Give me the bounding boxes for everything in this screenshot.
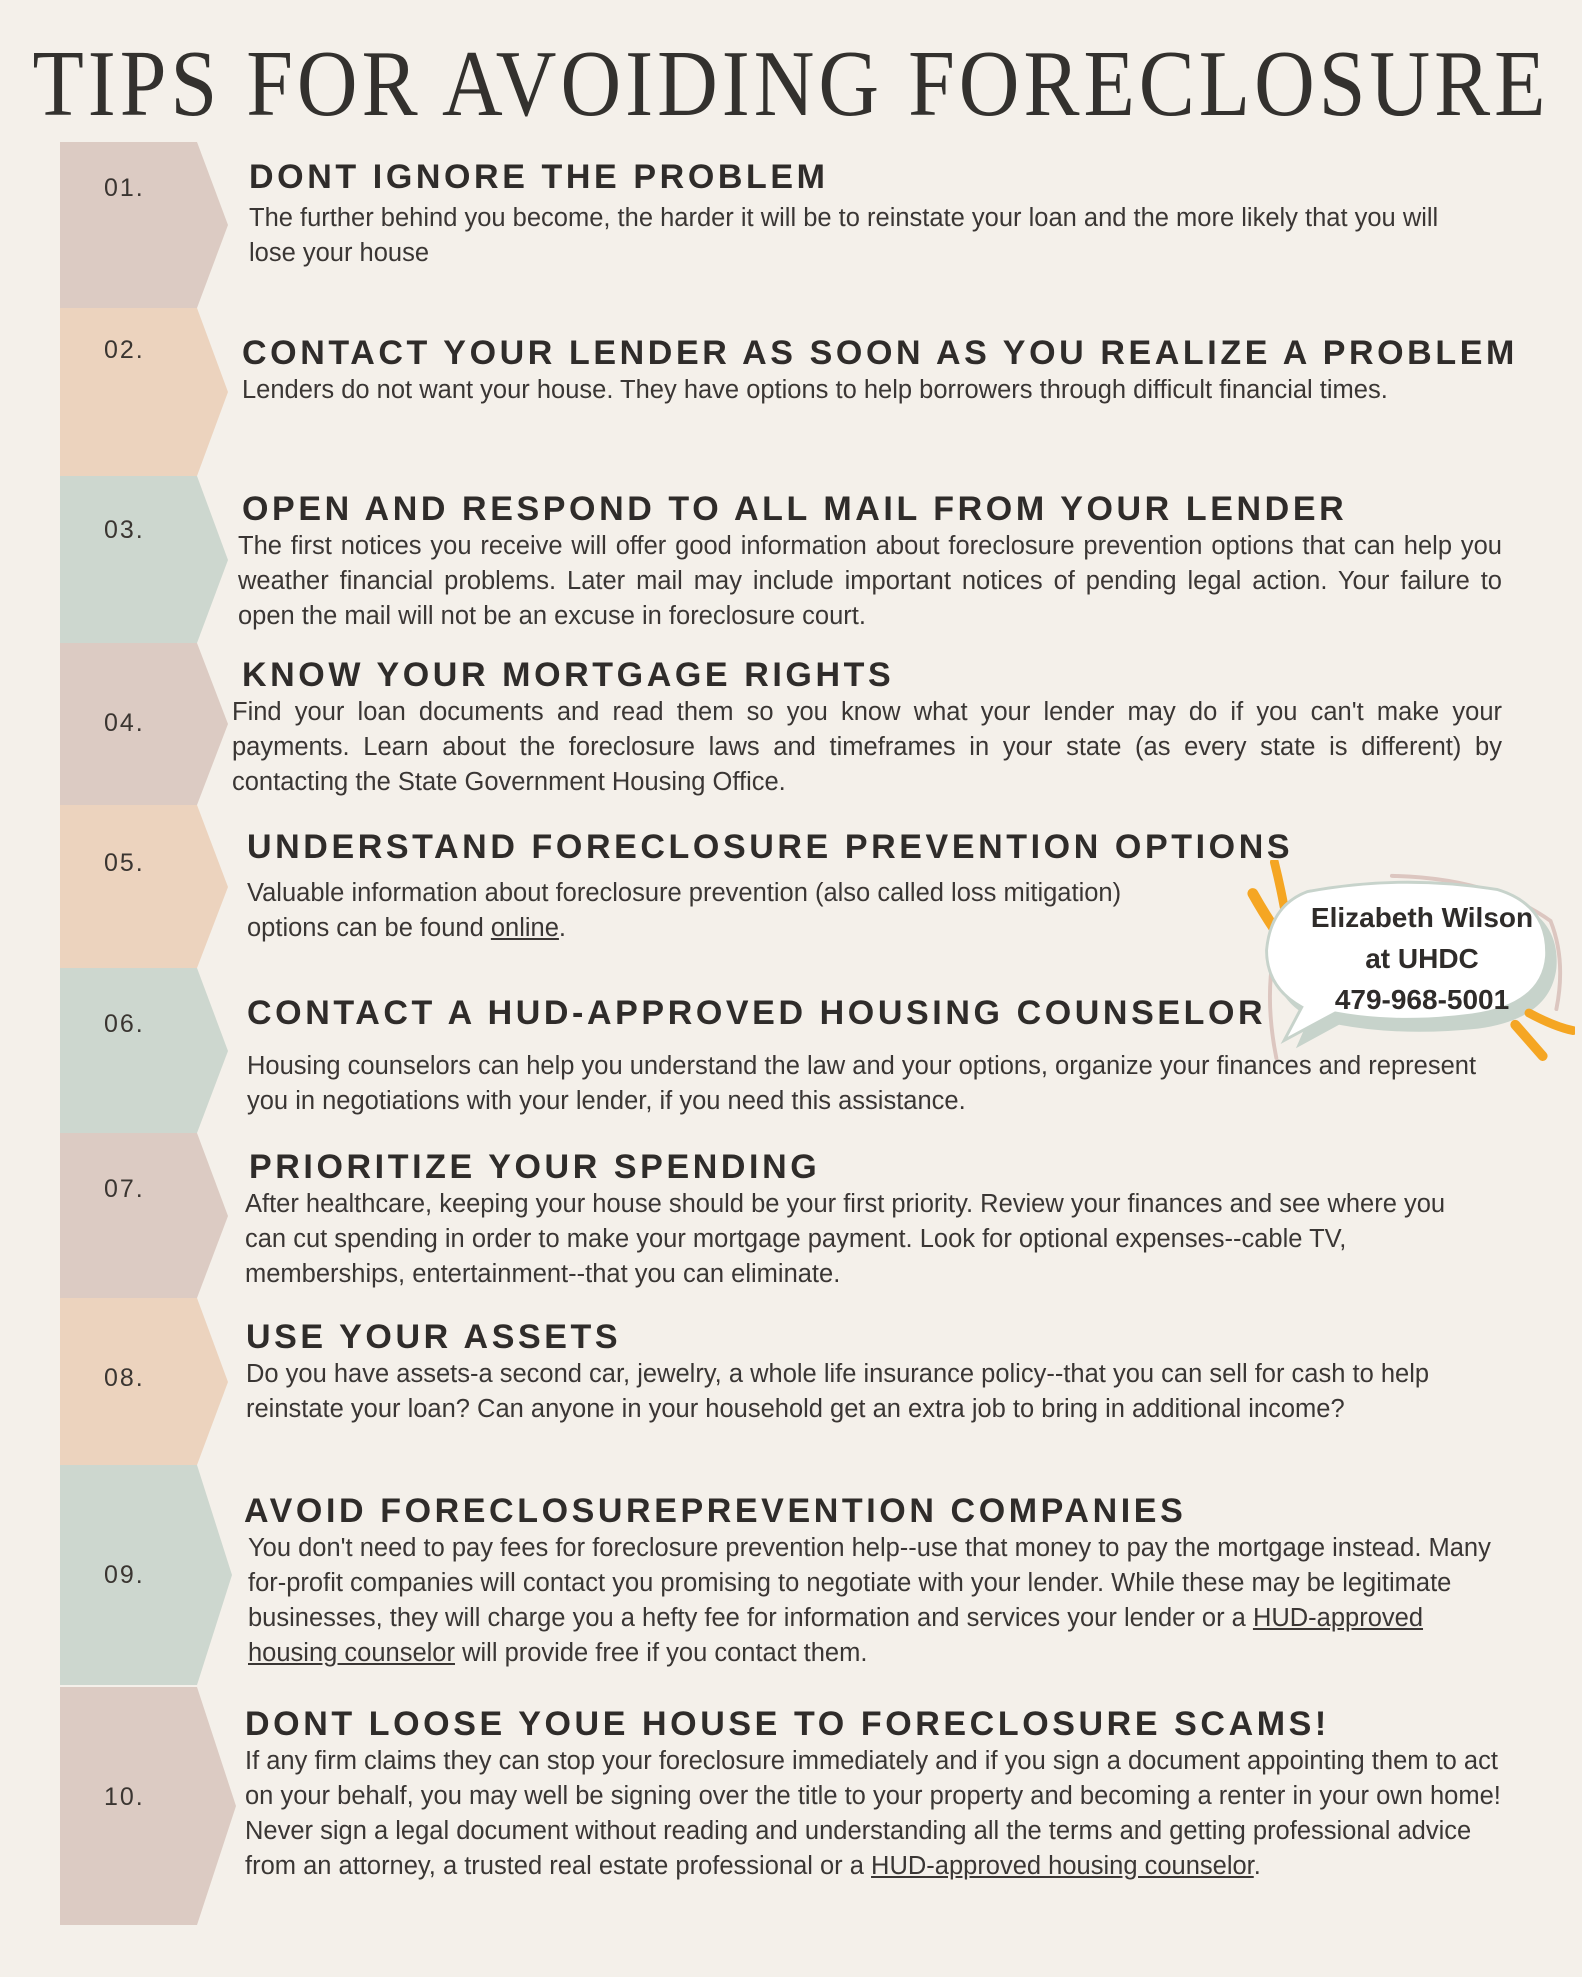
tip-heading: CONTACT A HUD-APPROVED HOUSING COUNSELOR (247, 994, 1267, 1032)
contact-name: Elizabeth Wilson (1310, 902, 1534, 933)
tip-item (232, 656, 1522, 800)
tip-item (238, 490, 1522, 634)
tip-heading: CONTACT YOUR LENDER AS SOON AS YOU REALIZE A PROBLEM (242, 334, 1518, 372)
tip-number-band (60, 1133, 230, 1298)
chevron-band-shape (60, 1298, 230, 1465)
chevron-band-shape (60, 308, 230, 476)
tip-heading: KNOW YOUR MORTGAGE RIGHTS (242, 656, 895, 694)
chevron-band-shape (60, 1133, 230, 1298)
tip-number-band (60, 1465, 230, 1685)
tip-number: 05. (104, 849, 145, 877)
online-link[interactable]: online (490, 914, 559, 942)
tip-number: 06. (104, 1010, 145, 1038)
tip-number: 08. (104, 1364, 145, 1392)
tip-number: 03. (104, 516, 145, 544)
page-title: TIPS FOR AVOIDING FORECLOSURE (32, 32, 1550, 137)
tip-item (246, 1318, 1522, 1427)
tip-body: Find your loan documents and read them so you know what your lender may do if you can't make your payments. Learn about the foreclosure laws and timeframes in your state (as every state is different) by contacting the State Government Housing Office. (232, 698, 1502, 796)
tip-body (245, 1744, 1525, 1884)
chevron-band-shape (60, 643, 230, 805)
hud-counselor-link[interactable]: HUD-approved housing counselor (248, 1604, 1424, 1667)
tip-heading: USE YOUR ASSETS (246, 1318, 622, 1356)
tip-heading: DONT IGNORE THE PROBLEM (249, 158, 829, 196)
tip-body: Do you have assets-a second car, jewelry, a whole life insurance policy--that you can sell for cash to help reinstate your loan? Can anyone in your household get an extra job to bring in additional income? (246, 1360, 1430, 1423)
tip-number: 02. (104, 336, 145, 364)
tip-number-band (60, 1687, 230, 1925)
tip-number-band (60, 1298, 230, 1465)
tip-item (245, 1148, 1522, 1292)
contact-phone[interactable]: 479-968-5001 (1334, 984, 1510, 1015)
tip-heading: AVOID FORECLOSUREPREVENTION COMPANIES (244, 1492, 1187, 1530)
contact-org: at UHDC (1365, 943, 1479, 974)
tip-body (247, 876, 1127, 946)
tip-heading: OPEN AND RESPOND TO ALL MAIL FROM YOUR LENDER (242, 490, 1348, 528)
tip-body-text: . (1253, 1852, 1261, 1880)
tip-body-text: If any firm claims they can stop your foreclosure immediately and if you sign a document appointing them to act on your behalf, you may well be signing over the title to your property and becoming a renter in your own home! Never sign a legal document without reading and understanding all the terms and getting professional advice from an attorney, a trusted real estate professional or a (245, 1747, 1501, 1880)
tip-body: The first notices you receive will offer good information about foreclosure prevention options that can help you weather financial problems. Later mail may include important notices of pending legal action. Your failure to open the mail will not be an excuse in foreclosure court. (238, 532, 1502, 630)
tip-body-text: You don't need to pay fees for foreclosure prevention help--use that money to pay the mortgage instead. Many for-profit companies will contact you promising to negotiate with your lender. While these may be legitimate businesses, they will charge you a hefty fee for information and services your lender or a (248, 1534, 1491, 1632)
tip-item (245, 1705, 1522, 1884)
tip-body: After healthcare, keeping your house should be your first priority. Review your finances and see where you can cut spending in order to make your mortgage payment. Look for optional expenses--cable TV, memberships, entertainment--that you can eliminate. (245, 1190, 1446, 1288)
tip-item (249, 158, 1522, 271)
tip-number-band (60, 805, 230, 968)
tip-body: Lenders do not want your house. They have options to help borrowers through difficult financial times. (242, 376, 1388, 404)
tip-heading: PRIORITIZE YOUR SPENDING (249, 1148, 821, 1186)
tip-number: 09. (104, 1561, 145, 1589)
tip-body: Housing counselors can help you understand the law and your options, organize your finances and represent you in negotiations with your lender, if you need this assistance. (247, 1052, 1477, 1115)
tip-number-band (60, 476, 230, 643)
tip-number-band (60, 308, 230, 476)
tip-body (244, 1531, 1498, 1671)
tip-item (242, 334, 1522, 408)
tip-number: 10. (104, 1783, 145, 1811)
tip-item (244, 1492, 1522, 1671)
tip-body: The further behind you become, the harder it will be to reinstate your loan and the more likely that you will lose your house (249, 204, 1439, 267)
tip-number: 04. (104, 709, 145, 737)
tip-number-band (60, 968, 230, 1133)
tip-body-text: will provide free if you contact them. (454, 1639, 868, 1667)
chevron-band-shape (60, 476, 230, 643)
chevron-band-shape (60, 968, 230, 1133)
chevron-band-shape (60, 142, 230, 308)
tip-heading: DONT LOOSE YOUE HOUSE TO FORECLOSURE SCAMS! (245, 1705, 1330, 1743)
chevron-band-shape (60, 805, 230, 968)
tip-body-text: . (558, 914, 567, 942)
hud-counselor-link[interactable]: HUD-approved housing counselor (871, 1852, 1254, 1880)
tip-body-text: Valuable information about foreclosure prevention (also called loss mitigation) options can be found (247, 879, 1122, 942)
tip-number: 01. (104, 174, 145, 202)
contact-bubble (1272, 897, 1572, 1020)
tip-number-band (60, 142, 230, 308)
chevron-band-shape (60, 1687, 240, 1925)
tip-number: 07. (104, 1175, 145, 1203)
tip-heading: UNDERSTAND FORECLOSURE PREVENTION OPTIONS (247, 828, 1294, 866)
tip-number-band (60, 643, 230, 805)
chevron-band-shape (60, 1465, 235, 1685)
